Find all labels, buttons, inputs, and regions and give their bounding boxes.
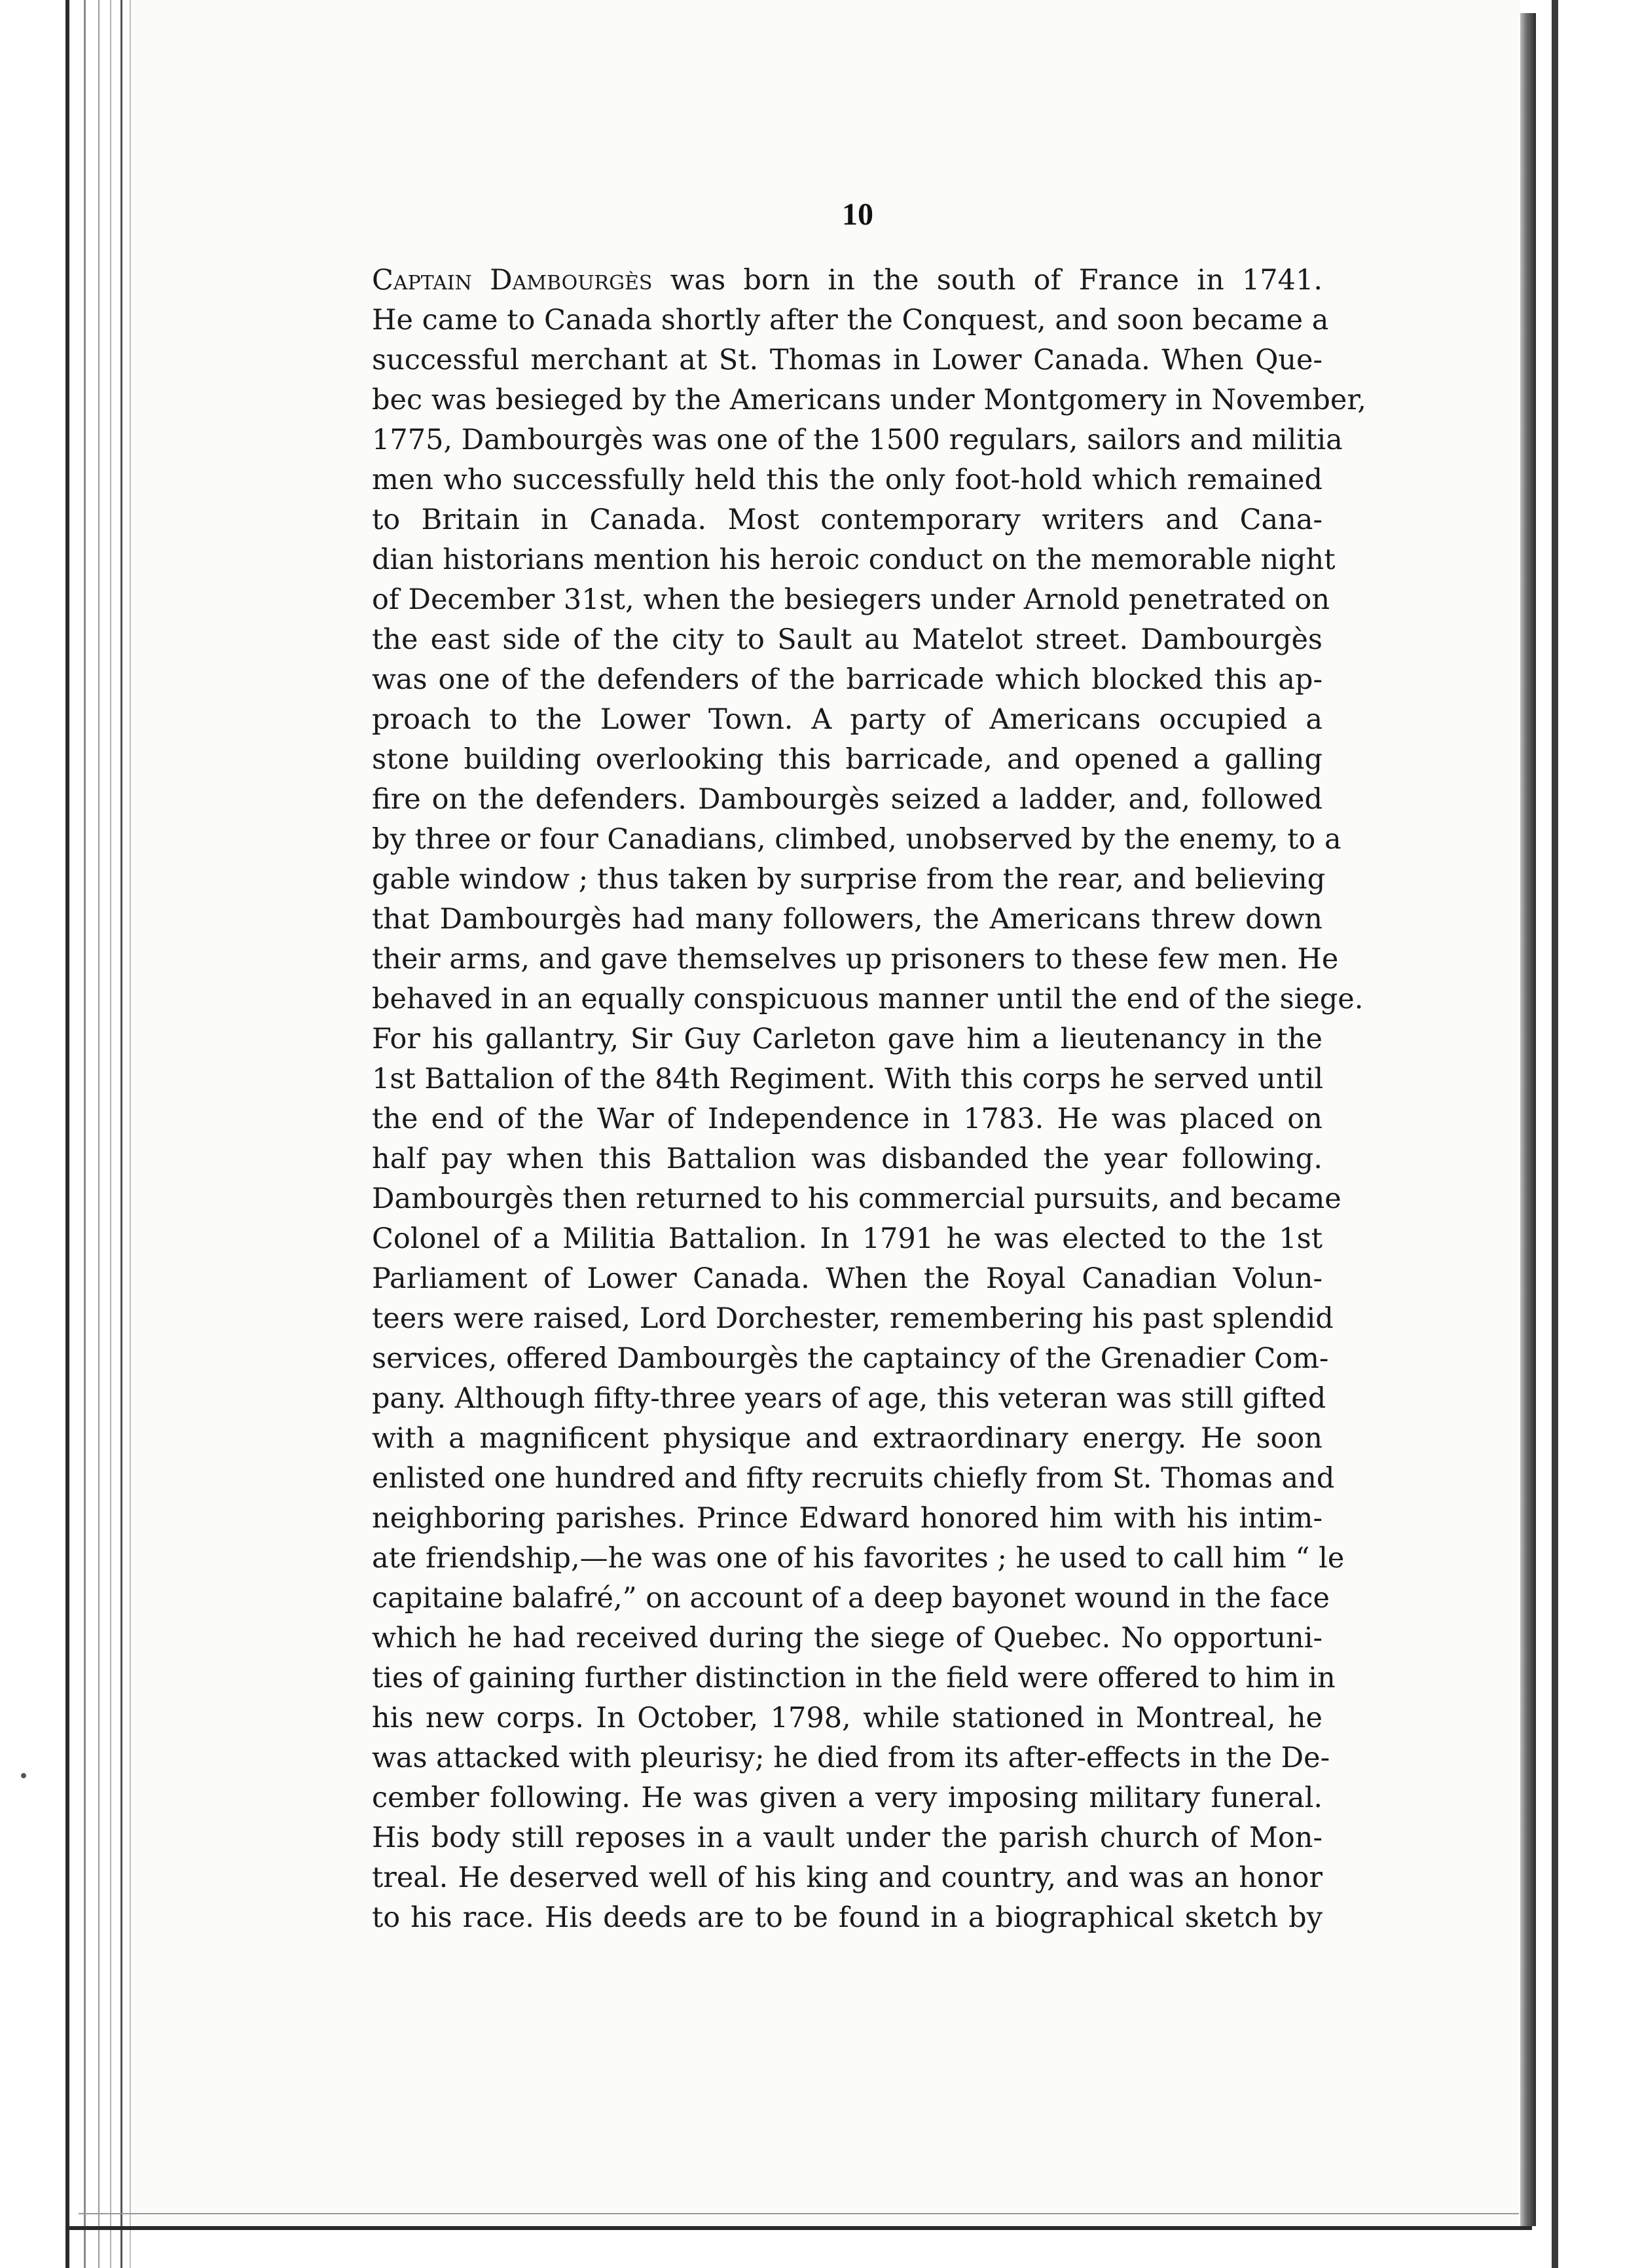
text-line: men who successfully held this the only foot-hold which remained bbox=[372, 464, 1323, 496]
text-line: His body still reposes in a vault under the parish church of Mon- bbox=[372, 1821, 1323, 1854]
text-line: pany. Although fifty-three years of age, this veteran was still gifted bbox=[372, 1382, 1326, 1415]
text-line: the end of the War of Independence in 1783. He was placed on bbox=[372, 1103, 1323, 1135]
text-line: capitaine balafré,” on account of a deep bayonet wound in the face bbox=[372, 1582, 1330, 1615]
text-line: successful merchant at St. Thomas in Lower Canada. When Que- bbox=[372, 344, 1323, 376]
page-shadow bbox=[1520, 13, 1536, 2226]
text-line: He came to Canada shortly after the Conquest, and soon became a bbox=[372, 304, 1329, 337]
body-paragraph bbox=[372, 261, 1366, 1938]
text-line: which he had received during the siege of Quebec. No opportuni- bbox=[372, 1622, 1323, 1655]
text-line: treal. He deserved well of his king and country, and was an honor bbox=[372, 1861, 1323, 1894]
text-line: Dambourgès then returned to his commercial pursuits, and became bbox=[372, 1182, 1341, 1215]
text-line: bec was besieged by the Americans under Montgomery in November, bbox=[372, 384, 1366, 416]
text-line: by three or four Canadians, climbed, unobserved by the enemy, to a bbox=[372, 823, 1341, 856]
text-line: enlisted one hundred and fifty recruits chiefly from St. Thomas and bbox=[372, 1462, 1335, 1495]
page-gap bbox=[1536, 0, 1552, 2268]
text-line: fire on the defenders. Dambourgès seized a ladder, and, followed bbox=[372, 783, 1323, 816]
text-line: teers were raised, Lord Dorchester, remembering his past splendid bbox=[372, 1302, 1334, 1335]
page-bottom-line bbox=[79, 2213, 1519, 2214]
text-line: behaved in an equally conspicuous manner until the end of the siege. bbox=[372, 983, 1364, 1015]
binding-edge-line bbox=[98, 0, 100, 2268]
text-line: half pay when this Battalion was disbanded the year following. bbox=[372, 1143, 1323, 1175]
text-line: his new corps. In October, 1798, while stationed in Montreal, he bbox=[372, 1702, 1323, 1734]
binding-edge-line bbox=[84, 0, 86, 2268]
next-page-edge bbox=[1552, 0, 1558, 2268]
text-line: 1st Battalion of the 84th Regiment. With this corps he served until bbox=[372, 1063, 1324, 1095]
page-number: 10 bbox=[842, 197, 873, 232]
binding-edge-line bbox=[120, 0, 122, 2268]
text-line-content: was born in the south of France in 1741. bbox=[652, 264, 1323, 297]
text-line: was one of the defenders of the barricade which blocked this ap- bbox=[372, 663, 1323, 696]
text-line: ate friendship,—he was one of his favorites ; he used to call him “ le bbox=[372, 1542, 1345, 1575]
binding-edge bbox=[65, 0, 69, 2268]
text-line: services, offered Dambourgès the captaincy of the Grenadier Com- bbox=[372, 1342, 1329, 1375]
page-bottom-edge bbox=[65, 2226, 1532, 2230]
text-line: cember following. He was given a very imposing military funeral. bbox=[372, 1782, 1323, 1814]
text-line: 1775, Dambourgès was one of the 1500 regulars, sailors and militia bbox=[372, 424, 1343, 456]
text-line-first bbox=[372, 261, 1323, 301]
scan-speck bbox=[21, 1773, 26, 1778]
text-line: their arms, and gave themselves up prisoners to these few men. He bbox=[372, 943, 1339, 976]
text-line: dian historians mention his heroic conduct on the memorable night bbox=[372, 543, 1336, 576]
text-line: was attacked with pleurisy; he died from its after-effects in the De- bbox=[372, 1742, 1330, 1774]
text-line: Parliament of Lower Canada. When the Royal Canadian Volun- bbox=[372, 1262, 1323, 1295]
text-line: neighboring parishes. Prince Edward honored him with his intim- bbox=[372, 1502, 1323, 1535]
text-line: For his gallantry, Sir Guy Carleton gave him a lieutenancy in the bbox=[372, 1023, 1323, 1055]
text-line: proach to the Lower Town. A party of Americans occupied a bbox=[372, 703, 1323, 736]
text-line: ties of gaining further distinction in the field were offered to him in bbox=[372, 1662, 1336, 1694]
binding-edge-line bbox=[110, 0, 111, 2268]
text-line: of December 31st, when the besiegers under Arnold penetrated on bbox=[372, 583, 1330, 616]
text-line: stone building overlooking this barricade, and opened a galling bbox=[372, 743, 1323, 776]
text-line: gable window ; thus taken by surprise from the rear, and believing bbox=[372, 863, 1326, 896]
text-line: with a magnificent physique and extraordinary energy. He soon bbox=[372, 1422, 1323, 1455]
text-line: the east side of the city to Sault au Matelot street. Dambourgès bbox=[372, 623, 1323, 656]
opening-small-caps: Captain Dambourgès bbox=[372, 264, 653, 297]
text-line: to his race. His deeds are to be found in a biographical sketch by bbox=[372, 1901, 1323, 1934]
text-line: to Britain in Canada. Most contemporary writers and Cana- bbox=[372, 503, 1323, 536]
binding-edge-line bbox=[130, 0, 131, 2268]
text-line: that Dambourgès had many followers, the Americans threw down bbox=[372, 903, 1323, 936]
text-line: Colonel of a Militia Battalion. In 1791 he was elected to the 1st bbox=[372, 1222, 1323, 1255]
